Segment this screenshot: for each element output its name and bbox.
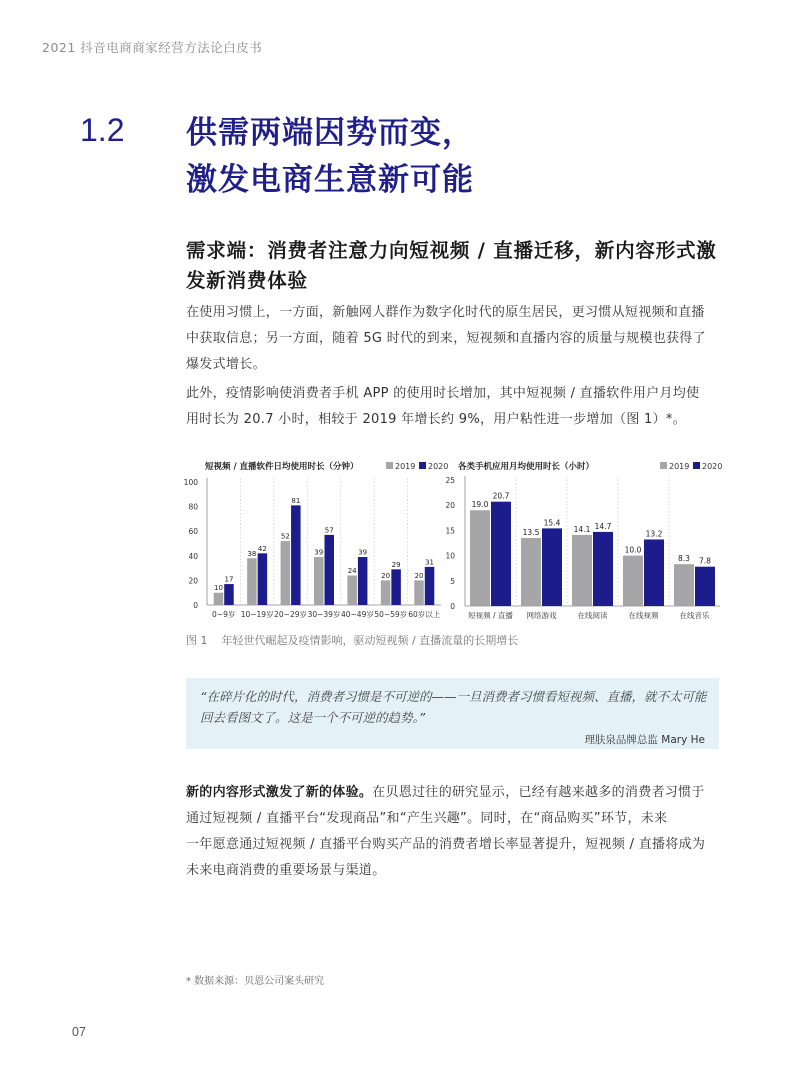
x-tick-label: 10~19岁 xyxy=(240,610,274,619)
bar-2019 xyxy=(381,580,391,605)
x-tick-label: 在线视频 xyxy=(628,611,659,620)
data-label-2020: 20.7 xyxy=(492,491,510,501)
x-tick-label: 40~49岁 xyxy=(340,610,374,619)
legend-label-2019: 2019 xyxy=(669,462,690,471)
paragraph-line: 此外，疫情影响使消费者手机 APP 的使用时长增加，其中短视频 / 直播软件用户月均使 xyxy=(186,386,700,401)
data-label-2019: 10 xyxy=(214,584,223,593)
paragraph-line-rest: 在贝恩过往的研究显示，已经有越来越多的消费者习惯于 xyxy=(372,785,705,800)
y-tick-label: 0 xyxy=(193,601,198,610)
bar-2019 xyxy=(347,575,357,605)
bar-2020 xyxy=(593,532,613,606)
bar-2020 xyxy=(695,567,715,606)
bar-2019 xyxy=(281,541,291,605)
bar-2020 xyxy=(258,553,268,605)
figure-label: 图 1 xyxy=(186,634,208,647)
data-label-2020: 14.7 xyxy=(594,521,612,531)
figure-caption xyxy=(186,632,532,648)
bar-2019 xyxy=(572,535,592,606)
legend-swatch-2019 xyxy=(386,462,393,469)
y-tick-label: 80 xyxy=(188,502,198,512)
x-tick-label: 50~59岁 xyxy=(374,610,408,619)
figure-caption-text: 年轻世代崛起及疫情影响，驱动短视频 / 直播流量的长期增长 xyxy=(221,634,519,647)
subheading-line-1: 需求端：消费者注意力向短视频 / 直播迁移，新内容形式激 xyxy=(186,239,717,262)
data-label-2020: 39 xyxy=(358,548,368,557)
legend-label-2020: 2020 xyxy=(428,462,449,471)
legend-swatch-2019 xyxy=(660,462,667,469)
bar-2020 xyxy=(224,584,234,605)
bar-2019 xyxy=(414,580,424,605)
data-label-2019: 38 xyxy=(247,549,257,558)
bar-2019 xyxy=(674,564,694,606)
data-label-2020: 15.4 xyxy=(543,518,561,528)
quote-line-2: 回去看图文了。这是一个不可逆的趋势。” xyxy=(200,710,426,725)
paragraph-new-experience xyxy=(186,780,719,884)
y-tick-label: 5 xyxy=(450,576,455,586)
paragraph-line: 中获取信息；另一方面，随着 5G 时代的到来，短视频和直播内容的质量与规模也获得了 xyxy=(186,331,706,346)
subheading-line-2: 发新消费体验 xyxy=(186,269,308,292)
legend-label-2020: 2020 xyxy=(702,462,723,471)
bar-2020 xyxy=(358,557,368,605)
data-label-2019: 39 xyxy=(314,548,324,557)
data-label-2019: 20 xyxy=(414,571,424,580)
bar-2019 xyxy=(521,538,541,606)
x-tick-label: 30~39岁 xyxy=(307,610,341,619)
bar-2020 xyxy=(542,528,562,606)
data-label-2020: 7.8 xyxy=(699,556,711,566)
data-label-2020: 31 xyxy=(425,558,434,567)
section-number: 1.2 xyxy=(80,112,125,148)
data-label-2019: 13.5 xyxy=(522,527,540,537)
data-label-2019: 24 xyxy=(347,566,357,575)
bar-2020 xyxy=(491,502,511,606)
legend-label-2019: 2019 xyxy=(395,462,416,471)
paragraph-line: 用时长为 20.7 小时，相较于 2019 年增长约 9%，用户粘性进一步增加（图 1）*。 xyxy=(186,412,687,427)
data-label-2019: 10.0 xyxy=(624,545,642,555)
data-label-2019: 19.0 xyxy=(471,500,489,510)
data-label-2020: 81 xyxy=(291,496,301,505)
quote-text xyxy=(200,686,710,728)
bar-2019 xyxy=(470,510,490,606)
paragraph-line: 未来电商消费的重要场景与渠道。 xyxy=(186,863,386,878)
data-label-2020: 42 xyxy=(257,544,267,553)
paragraph-line: 通过短视频 / 直播平台“发现商品”和“产生兴趣”。同时，在“商品购买”环节，未来 xyxy=(186,811,668,826)
bar-2019 xyxy=(314,557,324,605)
x-tick-label: 网络游戏 xyxy=(526,611,557,620)
paragraph-line: 在使用习惯上，一方面，新触网人群作为数字化时代的原生居民，更习惯从短视频和直播 xyxy=(186,305,705,320)
y-tick-label: 15 xyxy=(445,526,455,536)
bar-2020 xyxy=(325,535,335,605)
data-label-2019: 20 xyxy=(381,571,391,580)
document-header: 2021 抖音电商商家经营方法论白皮书 xyxy=(42,40,263,55)
quote-author: 理肤泉品牌总监 Mary He xyxy=(584,734,705,746)
bar-2019 xyxy=(214,593,224,605)
x-tick-label: 短视频 / 直播 xyxy=(468,611,513,620)
chart-title: 各类手机应用月均使用时长（小时） xyxy=(458,462,595,472)
quote-box xyxy=(186,678,719,749)
page-number: 07 xyxy=(72,1025,86,1039)
y-tick-label: 10 xyxy=(445,551,455,561)
bar-2020 xyxy=(644,539,664,606)
data-label-2019: 8.3 xyxy=(678,554,690,564)
paragraph-lead-bold: 新的内容形式激发了新的体验。 xyxy=(186,785,373,800)
x-tick-label: 在线音乐 xyxy=(679,611,710,620)
y-tick-label: 60 xyxy=(188,527,198,537)
bar-2020 xyxy=(425,567,435,605)
bar-2020 xyxy=(291,505,301,605)
x-tick-label: 20~29岁 xyxy=(274,610,308,619)
bar-2019 xyxy=(623,556,643,606)
data-label-2020: 57 xyxy=(324,526,334,535)
paragraph-line xyxy=(186,780,719,806)
data-label-2019: 14.1 xyxy=(573,524,591,534)
section-title-line-2: 激发电商生意新可能 xyxy=(186,162,474,198)
footnote: * 数据来源：贝恩公司案头研究 xyxy=(186,976,325,987)
chart-title: 短视频 / 直播软件日均使用时长（分钟） xyxy=(205,462,359,472)
y-tick-label: 20 xyxy=(188,576,198,586)
y-tick-label: 25 xyxy=(445,476,455,485)
x-tick-label: 0~9岁 xyxy=(212,610,236,619)
quote-line-1: “在碎片化的时代，消费者习惯是不可逆的——一旦消费者习惯看短视频、直播，就不太可能 xyxy=(200,689,707,704)
x-tick-label: 在线阅读 xyxy=(577,611,608,620)
bar-2020 xyxy=(391,569,401,605)
legend-swatch-2020 xyxy=(419,462,426,469)
y-tick-label: 20 xyxy=(445,501,455,511)
data-label-2020: 13.2 xyxy=(645,529,663,539)
y-tick-label: 100 xyxy=(183,478,198,487)
y-tick-label: 0 xyxy=(450,602,455,611)
data-label-2020: 29 xyxy=(391,560,401,569)
paragraph-line: 爆发式增长。 xyxy=(186,357,266,372)
data-label-2019: 52 xyxy=(280,532,290,541)
bar-2019 xyxy=(247,558,257,605)
legend-swatch-2020 xyxy=(693,462,700,469)
y-tick-label: 40 xyxy=(188,551,198,561)
x-tick-label: 60岁以上 xyxy=(408,610,441,619)
section-title-line-1: 供需两端因势而变， xyxy=(186,115,474,151)
paragraph-line: 一年愿意通过短视频 / 直播平台购买产品的消费者增长率显著提升，短视频 / 直播将成为 xyxy=(186,837,706,852)
data-label-2020: 17 xyxy=(224,575,234,584)
